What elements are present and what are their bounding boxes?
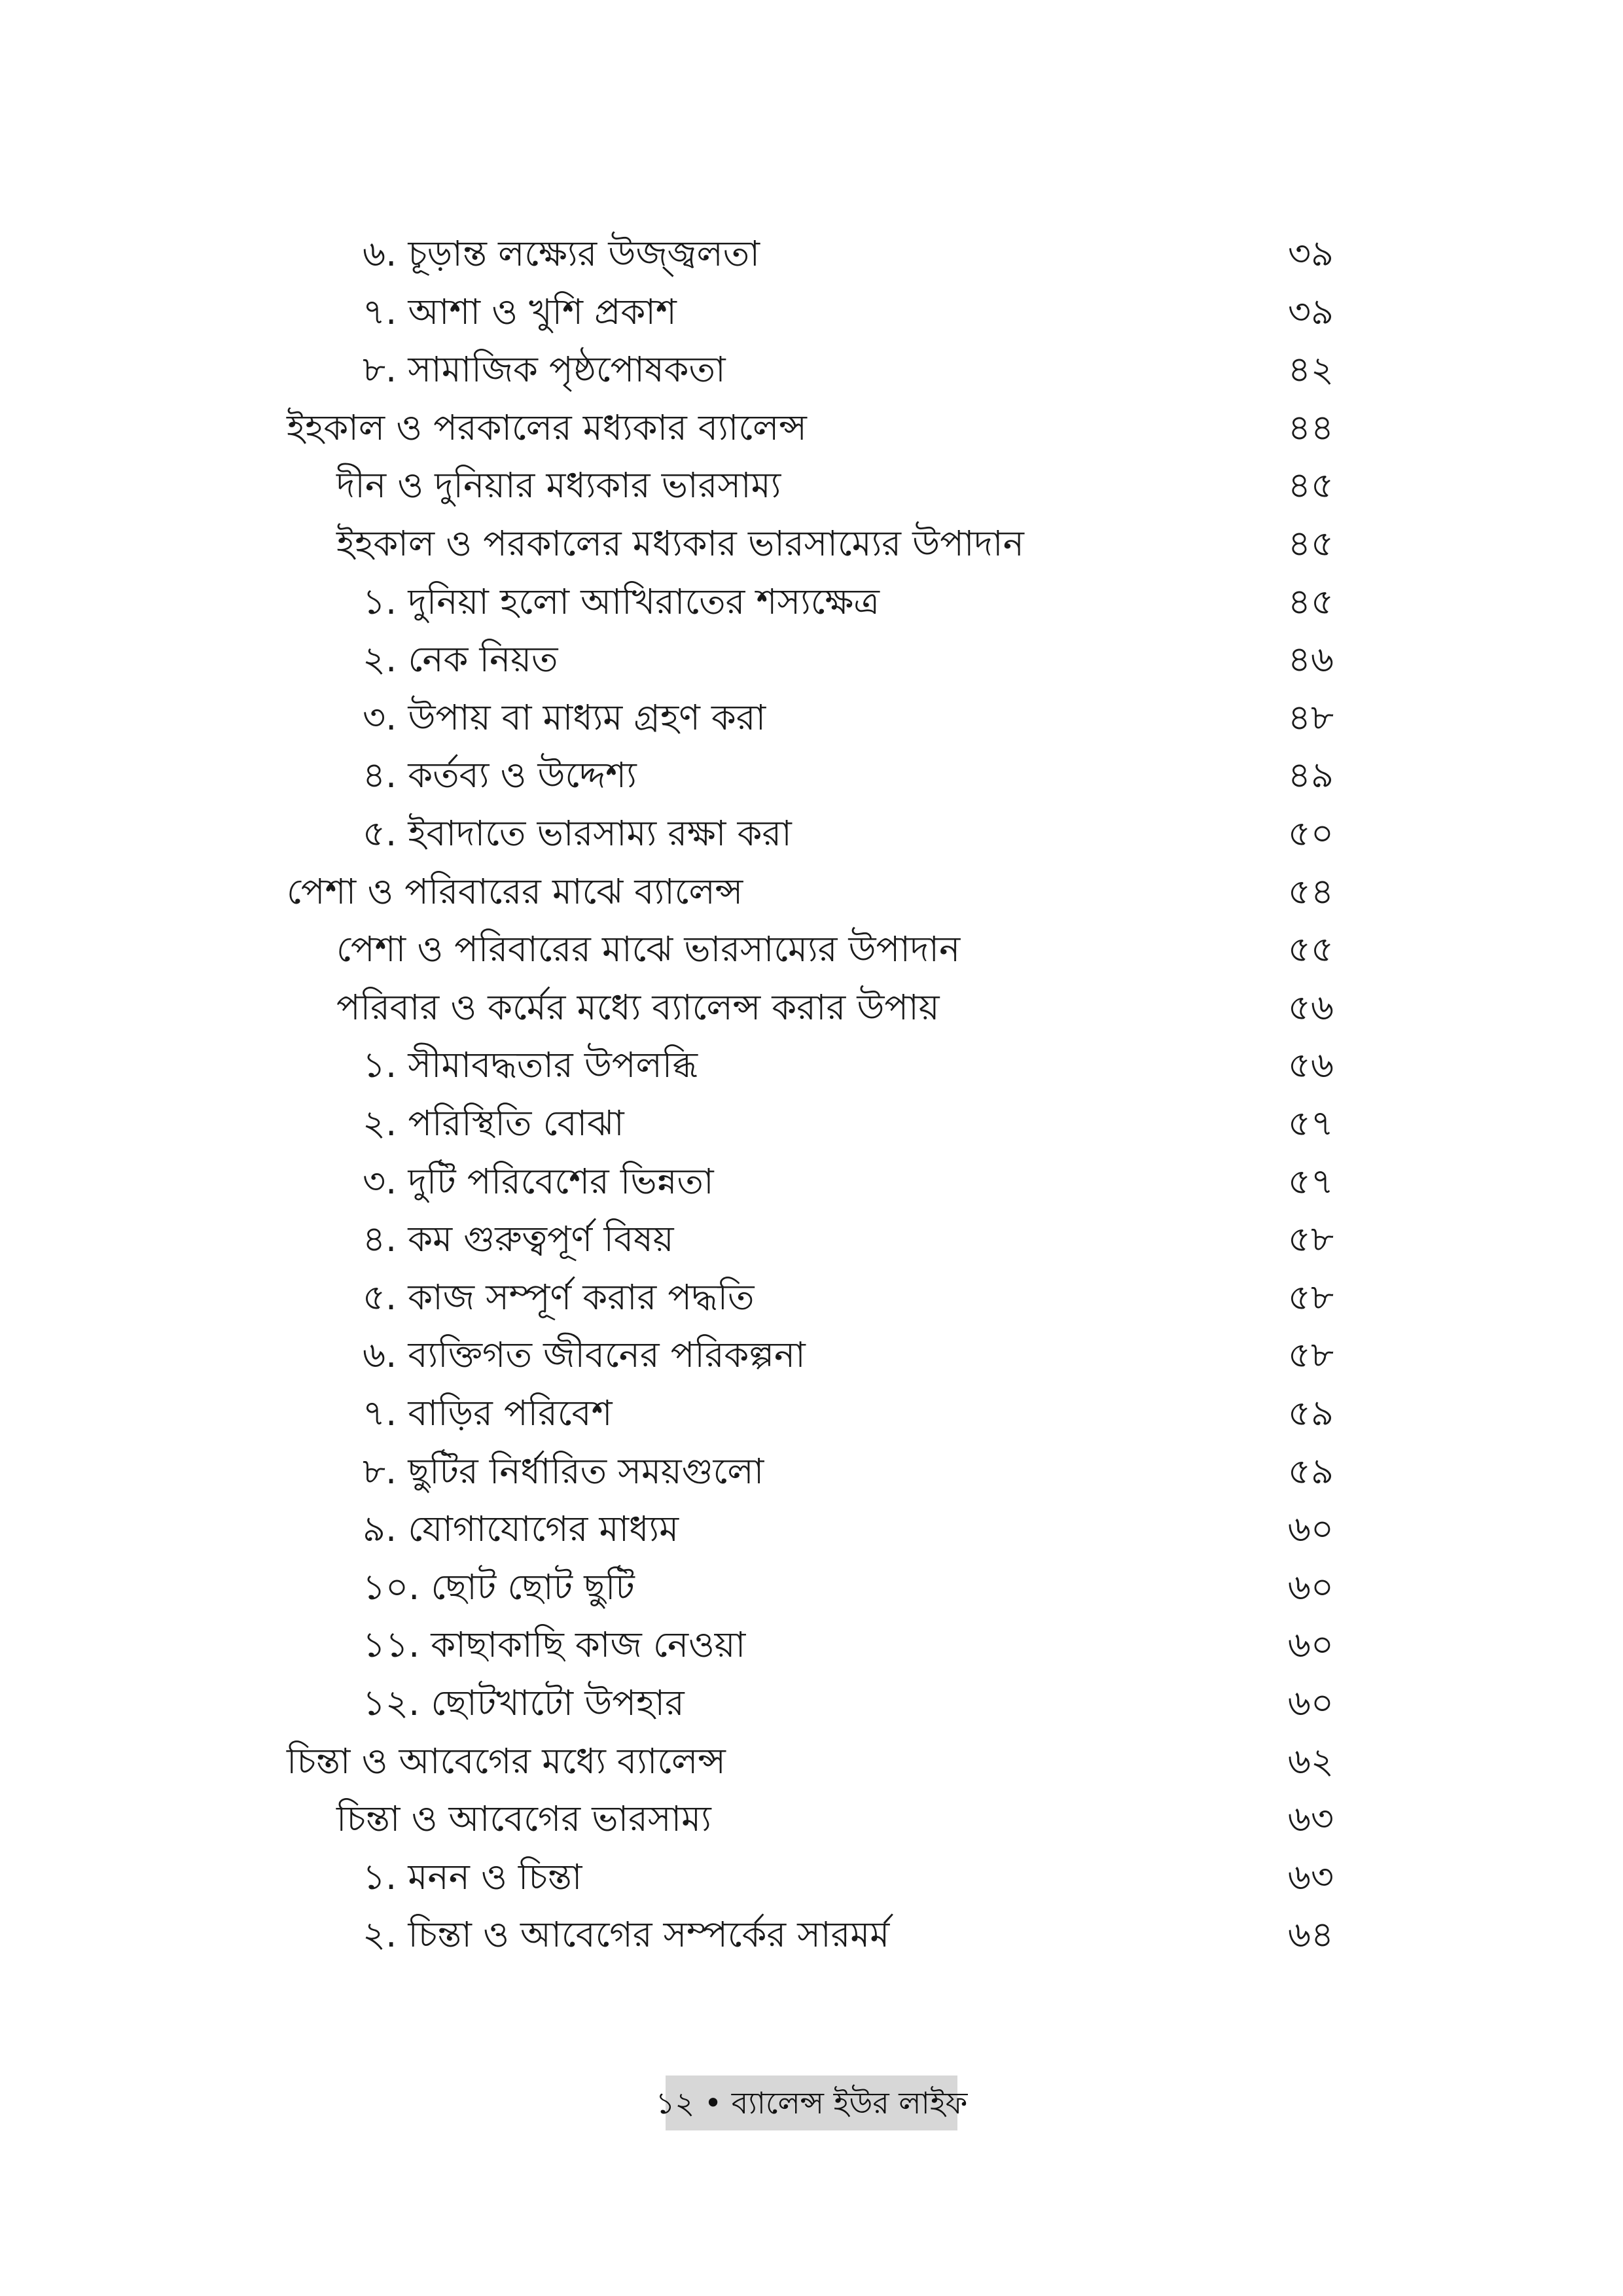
toc-entry	[0, 749, 1623, 802]
toc-entry	[0, 1329, 1623, 1381]
toc-entry-title: ৯. যোগাযোগের মাধ্যম	[363, 1508, 679, 1549]
toc-entry-title: চিন্তা ও আবেগের ভারসাম্য	[336, 1798, 711, 1839]
footer-label: ১২ • ব্যালেন্স ইউর লাইফ	[655, 2085, 968, 2121]
toc-entry-page-number: ৫৭	[1287, 1161, 1334, 1202]
toc-entry-title: ৬. ব্যক্তিগত জীবনের পরিকল্পনা	[363, 1334, 806, 1375]
toc-entry-title: ১. মনন ও চিন্তা	[363, 1856, 582, 1898]
toc-entry-page-number: ৫৫	[1287, 928, 1334, 970]
toc-entry-title: ৫. কাজ সম্পূর্ণ করার পদ্ধতি	[363, 1277, 755, 1318]
toc-entry	[0, 1561, 1623, 1614]
toc-entry-page-number: ৪৫	[1287, 465, 1334, 506]
toc-entry-page-number: ৪২	[1287, 349, 1334, 390]
toc-entry-title: ৫. ইবাদাতে ভারসাম্য রক্ষা করা	[363, 813, 792, 854]
toc-entry-page-number: ৫৬	[1287, 987, 1334, 1028]
toc-entry	[0, 866, 1623, 918]
toc-entry	[0, 576, 1623, 628]
toc-entry-page-number: ৫৪	[1287, 871, 1334, 912]
toc-entry-page-number: ৬০	[1287, 1508, 1334, 1549]
toc-entry-page-number: ৬৪	[1287, 1914, 1334, 1955]
toc-entry-title: ৭. বাড়ির পরিবেশ	[363, 1392, 613, 1434]
toc-entry-page-number: ৬৩	[1287, 1798, 1334, 1839]
toc-entry-page-number: ৫৮	[1287, 1334, 1334, 1375]
toc-entry-page-number: ৪৬	[1287, 639, 1334, 680]
toc-entry-title: দীন ও দুনিয়ার মধ্যকার ভারসাম্য	[336, 465, 781, 506]
toc-entry-title: ৩. দুটি পরিবেশের ভিন্নতা	[363, 1161, 714, 1202]
toc-entry-title: ১২. ছোটখাটো উপহার	[363, 1682, 685, 1723]
toc-entry	[0, 1619, 1623, 1671]
toc-entry	[0, 633, 1623, 686]
toc-entry	[0, 1445, 1623, 1498]
toc-entry-page-number: ৫৭	[1287, 1103, 1334, 1144]
toc-entry-page-number: ৩৯	[1287, 291, 1334, 332]
toc-entry	[0, 1677, 1623, 1729]
toc-entry	[0, 1735, 1623, 1788]
toc-entry	[0, 518, 1623, 570]
toc-entry-page-number: ৪৮	[1287, 697, 1334, 738]
toc-entry-title: ইহকাল ও পরকালের মধ্যকার ব্যালেন্স	[287, 407, 807, 448]
toc-entry	[0, 1156, 1623, 1208]
toc-entry	[0, 1909, 1623, 1961]
toc-entry	[0, 1387, 1623, 1439]
toc-entry-page-number: ৬০	[1287, 1566, 1334, 1608]
toc-entry-title: ২. চিন্তা ও আবেগের সম্পর্কের সারমর্ম	[363, 1914, 890, 1955]
toc-entry	[0, 1213, 1623, 1265]
toc-entry-page-number: ৫০	[1287, 813, 1334, 854]
toc-entry-page-number: ৫৯	[1287, 1392, 1334, 1434]
toc-entry-title: ৭. আশা ও খুশি প্রকাশ	[363, 291, 677, 332]
toc-entry-page-number: ৪৫	[1287, 523, 1334, 564]
toc-entry-title: ১. দুনিয়া হলো আখিরাতের শস্যক্ষেত্র	[363, 581, 880, 622]
page-footer	[655, 2075, 968, 2130]
toc-entry	[0, 459, 1623, 512]
table-of-contents	[0, 228, 1623, 1994]
toc-entry-title: ৪. কর্তব্য ও উদ্দেশ্য	[363, 754, 637, 796]
toc-entry	[0, 1503, 1623, 1555]
toc-entry-title: ১০. ছোট ছোট ছুটি	[363, 1566, 635, 1608]
toc-entry-page-number: ৪৪	[1287, 407, 1334, 448]
toc-entry-page-number: ৪৯	[1287, 754, 1334, 796]
toc-entry-title: চিন্তা ও আবেগের মধ্যে ব্যালেন্স	[287, 1740, 726, 1782]
toc-entry-title: ২. নেক নিয়ত	[363, 639, 558, 680]
toc-entry-title: ৩. উপায় বা মাধ্যম গ্রহণ করা	[363, 697, 766, 738]
toc-entry-page-number: ৩৯	[1287, 233, 1334, 274]
toc-entry-page-number: ৬২	[1287, 1740, 1334, 1782]
toc-entry-title: ৮. ছুটির নির্ধারিত সময়গুলো	[363, 1451, 764, 1492]
toc-entry	[0, 286, 1623, 338]
toc-entry-page-number: ৫৮	[1287, 1277, 1334, 1318]
toc-entry-page-number: ৪৫	[1287, 581, 1334, 622]
toc-entry-title: পরিবার ও কর্মের মধ্যে ব্যালেন্স করার উপায়	[336, 987, 940, 1028]
toc-entry	[0, 807, 1623, 860]
toc-entry-page-number: ৬৩	[1287, 1856, 1334, 1898]
toc-entry	[0, 1793, 1623, 1845]
toc-entry	[0, 692, 1623, 744]
toc-entry	[0, 1097, 1623, 1150]
toc-entry-page-number: ৫৯	[1287, 1451, 1334, 1492]
toc-entry	[0, 402, 1623, 454]
toc-entry-title: ৮. সামাজিক পৃষ্ঠপোষকতা	[363, 349, 726, 390]
toc-entry-title: ১১. কাছাকাছি কাজ নেওয়া	[363, 1624, 746, 1665]
toc-entry-title: পেশা ও পরিবারের মাঝে ভারসাম্যের উপাদান	[336, 928, 961, 970]
toc-entry-page-number: ৫৮	[1287, 1218, 1334, 1260]
toc-entry-page-number: ৬০	[1287, 1624, 1334, 1665]
toc-entry	[0, 344, 1623, 396]
toc-entry	[0, 923, 1623, 976]
toc-entry	[0, 228, 1623, 280]
toc-entry-title: ইহকাল ও পরকালের মধ্যকার ভারসাম্যের উপাদান	[336, 523, 1024, 564]
toc-entry-page-number: ৫৬	[1287, 1044, 1334, 1086]
toc-entry	[0, 981, 1623, 1034]
toc-entry	[0, 1039, 1623, 1091]
toc-entry	[0, 1271, 1623, 1324]
toc-entry-page-number: ৬০	[1287, 1682, 1334, 1723]
toc-entry	[0, 1851, 1623, 1903]
toc-entry-title: ২. পরিস্থিতি বোঝা	[363, 1103, 624, 1144]
toc-entry-title: ৪. কম গুরুত্বপূর্ণ বিষয়	[363, 1218, 674, 1260]
toc-entry-title: ১. সীমাবদ্ধতার উপলব্ধি	[363, 1044, 698, 1086]
toc-entry-title: পেশা ও পরিবারের মাঝে ব্যালেন্স	[287, 871, 743, 912]
toc-entry-title: ৬. চূড়ান্ত লক্ষ্যের উজ্জ্বলতা	[363, 233, 760, 274]
